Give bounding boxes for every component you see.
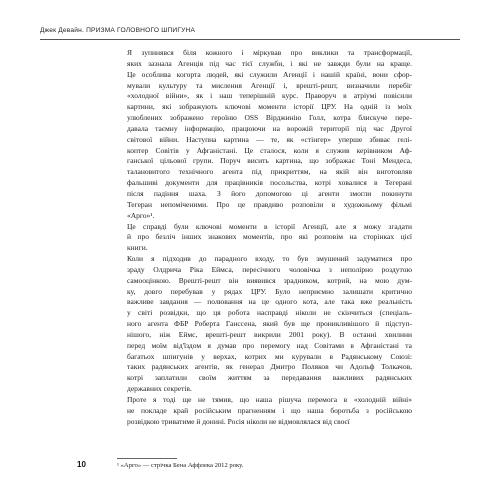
- text-line: мували культуру та мислення Агенції і, врешті-решт, визначили перебіг: [127, 80, 412, 90]
- running-header: Джек Девайн. ПРИЗМА ГОЛОВНОГО ШПИГУНА: [40, 27, 196, 34]
- text-line: Це особлива когорта людей, які служили Агенції і нашій країні, вони сфор-: [127, 69, 412, 79]
- text-line: самооцінкою. Врешті-решт він виявився зрадником, котрий, на мою дум-: [127, 275, 412, 285]
- text-line: ганської цільової групи. Поруч висить картина, що зображає Тоні Мендеса,: [127, 156, 412, 166]
- text-line: розвідкою триватиме й донині. Росія ніколи не відмовлялася від своєї: [127, 416, 350, 426]
- text-line: Я зупинявся біля кожного і міркував про виклики та трансформації,: [127, 48, 412, 57]
- paragraph-4: [117, 395, 412, 428]
- text-line: «Арго»¹.: [127, 210, 155, 220]
- text-line: коптер Совітів у Афганістані. Це сталося, коли я служив керівником Аф-: [127, 145, 412, 155]
- footnote: ¹ «Арго» — стрічка Бена Аффлека 2012 року.: [117, 462, 244, 469]
- text-line: давала таємну інформацію, працюючи на ворожій території під час Другої: [127, 123, 412, 133]
- text-line: таких радянських агентів, як генерал Дмитро Поляков чи Адольф Толкачов,: [127, 362, 412, 372]
- paragraph-1: [117, 48, 412, 222]
- text-line: яких зазнала Агенція під час тієї служби, і які не завжди були на краще.: [127, 58, 412, 68]
- text-line: талановитого технічного агента під прикриттям, на якій він виготовляв: [127, 167, 412, 177]
- text-line: нішого, ніж Еймс, врешті-решт викрили 2001 року). В останні хвилини: [127, 329, 412, 339]
- text-line: світової війни. Наступна картина — те, як «стінгер» уперше збиває гелі-: [127, 134, 412, 144]
- text-line: перед моїм від'їздом я думав про перемогу над Совітами в Афганістані та: [127, 340, 412, 350]
- paragraph-2: [117, 222, 412, 255]
- text-line: багатьох шпигунів у верхах, котрих ми курували в Радянському Союзі:: [127, 351, 412, 361]
- text-line: ку, довго перебував у рядах ЦРУ. Було неприємно залишати критично: [127, 286, 412, 296]
- text-line: Проте я тоді ще не тямив, що наша рішуча перемога в «холодній війні»: [127, 395, 412, 404]
- text-line: книги.: [127, 243, 148, 253]
- text-line: улюблених зображено героїню OSS Вірджинію Голл, котра блискуче пере-: [127, 113, 412, 123]
- text-line: Тегеран непоміченими. Про це правдиво розповіли в художньому фільмі: [127, 199, 412, 209]
- page-number: 10: [77, 460, 86, 469]
- footnote-rule: [117, 458, 177, 459]
- text-line: державних секретів.: [127, 384, 192, 394]
- text-line: Це справді були ключові моменти в історії Агенції, але я можу згадати: [127, 221, 412, 231]
- text-line: Коли я підходив до парадного входу, то був змушений задуматися про: [127, 254, 412, 264]
- paragraph-3: [117, 254, 412, 395]
- header-rule: [40, 39, 460, 40]
- text-line: «холодної війни», як і наш теперішній курс. Праворуч в атріумі повісили: [127, 91, 412, 101]
- text-line: зраду Олдрича Ріка Еймса, пересічного чоловічка з неполірно роздутою: [127, 264, 412, 274]
- text-line: після падіння шаха. З його допомогою ці агенти змогли покинути: [127, 188, 412, 198]
- text-line: фальшиві документи для працівників посольства, котрі ховалися в Тегерані: [127, 178, 412, 188]
- text-line: не покладе край російським прагненням і що наша боротьба з російською: [127, 405, 412, 415]
- body-text: [117, 48, 412, 428]
- text-line: картини, які зображують ключові моменти історії ЦРУ. На одній із моїх: [127, 102, 412, 112]
- text-line: у світі розвідки, що ця робота насправді ніколи не скінчиться (спеціаль-: [127, 308, 412, 318]
- text-line: ного агента ФБР Роберта Ганссена, який був ще проникливішого й підступ-: [127, 319, 412, 329]
- text-line: важливе завдання — полювання на це одного кота, але така вже реальність: [127, 297, 412, 307]
- text-line: й про безліч інших знакових моментів, про які розповім на сторінках цієї: [127, 232, 412, 242]
- text-line: котрі заплатили своїм життям за передавання важливих радянських: [127, 373, 412, 383]
